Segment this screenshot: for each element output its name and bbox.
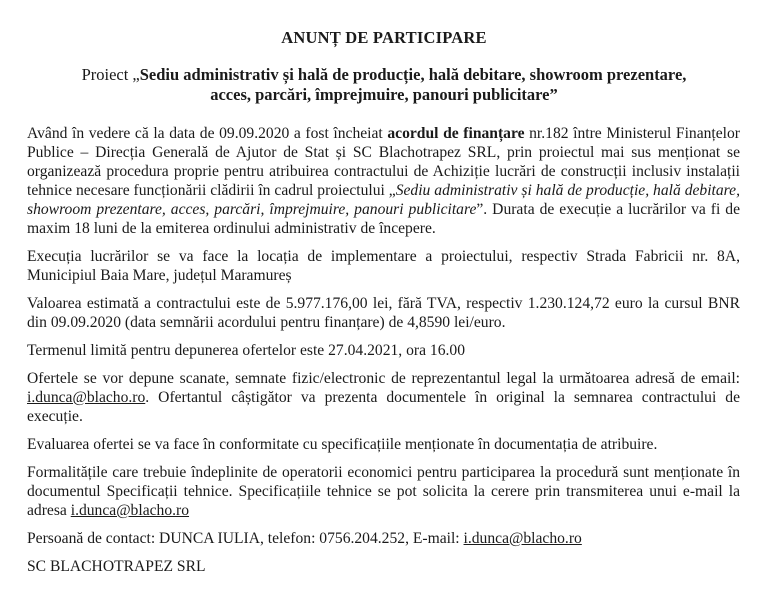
project-heading (70, 65, 698, 105)
project-name-line1: Sediu administrativ și hală de producție, hală debitare, showroom prezentare, (139, 65, 687, 84)
email-link[interactable]: i.dunca@blacho.ro (463, 530, 582, 547)
paragraph-deadline: Termenul limită pentru depunerea ofertelor este 27.04.2021, ora 16.00 (27, 342, 465, 359)
paragraph-evaluation: Evaluarea ofertei se va face în conformitate cu specificațiile menționate în documentația de atribuire. (27, 436, 658, 453)
p7-text-a: Formalitățile care trebuie îndeplinite de operatorii economici pentru participarea la procedură sunt menționate în documentul Specificații tehnice. Specificațiile tehnice se pot solicita la cerere prin transmiterea unui e-mail la adresa (27, 464, 740, 519)
p1-text-e: ”. Durata de execuție a lucrărilor va fi de maxim 18 luni de la emiterea ordinului administrativ de începere. (27, 201, 740, 237)
paragraph-estimated-value: Valoarea estimată a contractului este de 5.977.176,00 lei, fără TVA, respectiv 1.230.124,72 euro la cursul BNR din 09.09.2020 (data semnării acordului pentru finanțare) de 4,8590 lei/euro. (27, 295, 740, 331)
announcement-body (27, 124, 740, 585)
page-title: ANUNȚ DE PARTICIPARE (281, 28, 487, 47)
paragraph-contact (27, 529, 740, 548)
p5-text-a: Ofertele se vor depune scanate, semnate fizic/electronic de reprezentantul legal la următoarea adresă de email: (27, 370, 740, 387)
email-link[interactable]: i.dunca@blacho.ro (27, 389, 146, 406)
p1-text-c: nr.182 între Ministerul Finanțelor Publice – Direcția Generală de Ajutor de Stat și SC Blachotrapez SRL, prin proiectul mai sus menționat se organizează procedura proprie pentru atribuirea contractului de Achiziție lucrări de construcții inclusiv instalații tehnice necesare funcționării clădirii în cadrul proiectului „ (27, 125, 740, 199)
p1-italic-project: Sediu administrativ și hală de producție, hală debitare, showroom prezentare, acces, parcări, împrejmuire, panouri publicitare (27, 182, 740, 218)
paragraph-formalities (27, 463, 740, 520)
p8-text-a: Persoană de contact: DUNCA IULIA, telefon: 0756.204.252, E-mail: (27, 530, 464, 547)
p1-text-a: Având în vedere că la data de 09.09.2020 a fost încheiat (27, 125, 388, 142)
email-link[interactable]: i.dunca@blacho.ro (70, 502, 190, 519)
project-name-line2: acces, parcări, împrejmuire, panouri publicitare (210, 85, 550, 104)
p1-bold-agreement: acordul de finanțare (387, 125, 525, 142)
paragraph-financing-agreement (27, 124, 740, 238)
project-suffix: ” (549, 85, 558, 104)
paragraph-submission (27, 369, 740, 426)
project-prefix: Proiect „ (81, 65, 140, 84)
company-signature: SC BLACHOTRAPEZ SRL (27, 558, 206, 575)
p5-text-b: . Ofertantul câștigător va prezenta documentele în original la semnarea contractului de execuție. (27, 389, 740, 425)
paragraph-location: Execuția lucrărilor se va face la locația de implementare a proiectului, respectiv Strada Fabricii nr. 8A, Municipiul Baia Mare, județul Maramureș (27, 248, 740, 284)
